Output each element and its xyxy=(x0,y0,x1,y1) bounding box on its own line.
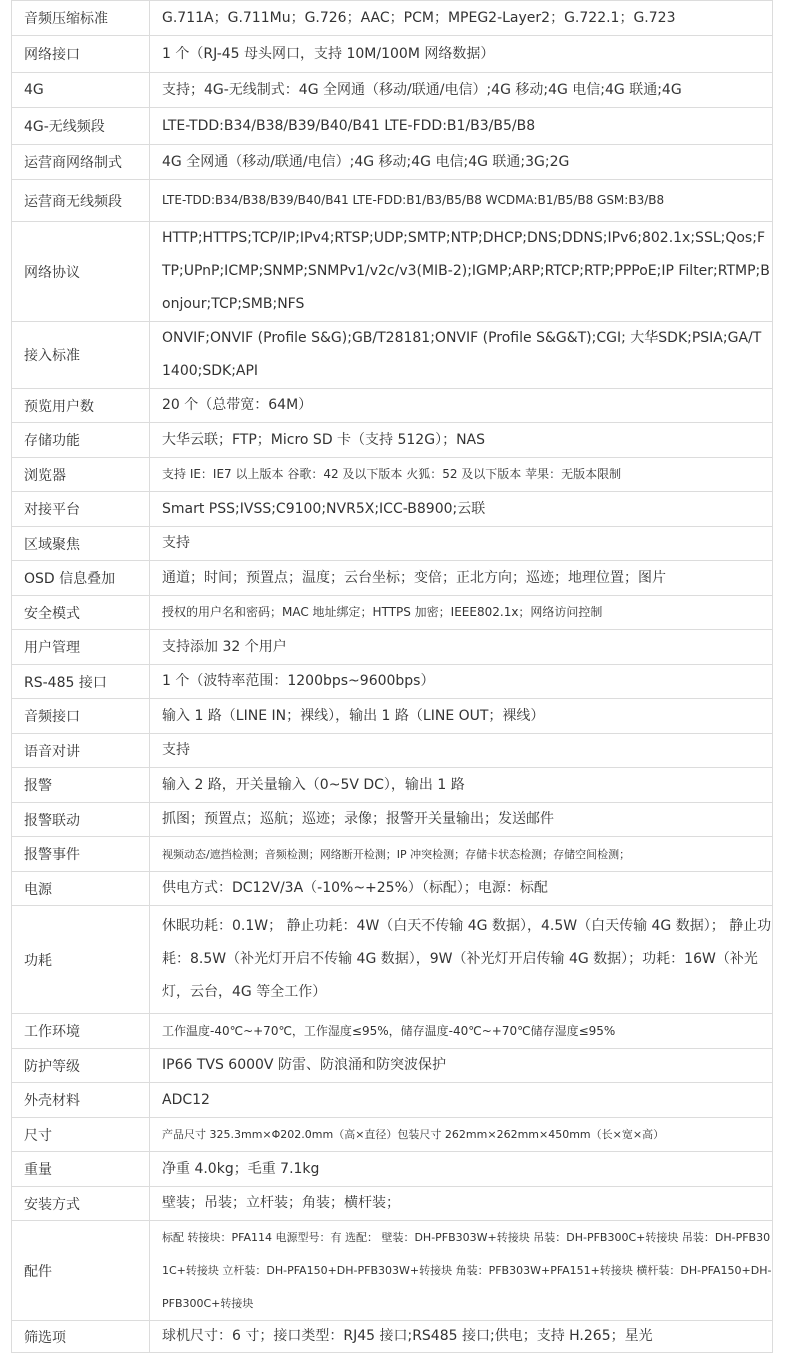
table-row xyxy=(12,1049,773,1083)
table-row xyxy=(12,596,773,630)
row-key: 音频压缩标准 xyxy=(12,1,150,36)
row-value: HTTP;HTTPS;TCP/IP;IPv4;RTSP;UDP;SMTP;NTP;DHCP;DNS;DDNS;IPv6;802.1x;SSL;Qos;FTP;UPnP;ICMP;SNMP;SNMPv1/v2c/v3(MIB-2);IGMP;ARP;RTCP;RTP;PPPoE;IP Filter;RTMP;Bonjour;TCP;SMB;NFS xyxy=(150,222,773,322)
row-key: 防护等级 xyxy=(12,1049,150,1083)
row-value: 供电方式：DC12V/3A（-10%~+25%）（标配）；电源：标配 xyxy=(150,872,773,906)
table-row xyxy=(12,389,773,423)
table-row xyxy=(12,837,773,872)
table-row xyxy=(12,1118,773,1152)
row-value: 净重 4.0kg；毛重 7.1kg xyxy=(150,1152,773,1187)
row-key: 运营商网络制式 xyxy=(12,145,150,180)
row-key: 功耗 xyxy=(12,906,150,1014)
row-value: 4G 全网通（移动/联通/电信）;4G 移动;4G 电信;4G 联通;3G;2G xyxy=(150,145,773,180)
row-value: 支持添加 32 个用户 xyxy=(150,630,773,665)
row-key: OSD 信息叠加 xyxy=(12,561,150,596)
table-row xyxy=(12,906,773,1014)
table-row xyxy=(12,1083,773,1118)
table-row xyxy=(12,36,773,73)
row-key: 尺寸 xyxy=(12,1118,150,1152)
table-row xyxy=(12,492,773,527)
row-value: 支持 xyxy=(150,734,773,768)
row-value: 工作温度-40℃~+70℃，工作湿度≤95%，储存温度-40℃~+70℃储存湿度≤95% xyxy=(150,1014,773,1049)
table-row xyxy=(12,73,773,108)
table-row xyxy=(12,1321,773,1353)
row-key: 4G xyxy=(12,73,150,108)
row-key: 报警 xyxy=(12,768,150,803)
row-value: 标配 转接块：PFA114 电源型号：有 选配： 壁装：DH-PFB303W+转接块 吊装：DH-PFB300C+转接块 吊装：DH-PFB301C+转接块 立杆装：DH-PFA150+DH-PFB303W+转接块 角装：PFB303W+PFA151+转接块 横杆装：DH-PFA150+DH-PFB300C+转接块 xyxy=(150,1221,773,1321)
row-key: 存储功能 xyxy=(12,423,150,458)
row-value: G.711A；G.711Mu；G.726；AAC；PCM；MPEG2-Layer2；G.722.1；G.723 xyxy=(150,1,773,36)
row-key: 安装方式 xyxy=(12,1187,150,1221)
row-value: 1 个（波特率范围：1200bps~9600bps） xyxy=(150,665,773,699)
row-value: 休眠功耗：0.1W； 静止功耗：4W（白天不传输 4G 数据），4.5W（白天传输 4G 数据）； 静止功耗：8.5W（补光灯开启不传输 4G 数据），9W（补光灯开启传输 4G 数据）；功耗：16W（补光灯，云台，4G 等全工作） xyxy=(150,906,773,1014)
row-key: 网络协议 xyxy=(12,222,150,322)
row-key: 电源 xyxy=(12,872,150,906)
row-value: LTE-TDD:B34/B38/B39/B40/B41 LTE-FDD:B1/B3/B5/B8 xyxy=(150,108,773,145)
table-row xyxy=(12,423,773,458)
row-key: 音频接口 xyxy=(12,699,150,734)
table-row xyxy=(12,108,773,145)
table-row xyxy=(12,734,773,768)
table-row xyxy=(12,222,773,322)
table-row xyxy=(12,145,773,180)
row-value: 大华云联；FTP；Micro SD 卡（支持 512G）；NAS xyxy=(150,423,773,458)
row-key: 报警事件 xyxy=(12,837,150,872)
row-key: 外壳材料 xyxy=(12,1083,150,1118)
row-value: ADC12 xyxy=(150,1083,773,1118)
table-row xyxy=(12,322,773,389)
table-row xyxy=(12,803,773,837)
row-key: 预览用户数 xyxy=(12,389,150,423)
row-key: 运营商无线频段 xyxy=(12,180,150,222)
row-value: 1 个（RJ-45 母头网口，支持 10M/100M 网络数据） xyxy=(150,36,773,73)
row-value: 输入 2 路，开关量输入（0~5V DC），输出 1 路 xyxy=(150,768,773,803)
row-key: RS-485 接口 xyxy=(12,665,150,699)
row-value: Smart PSS;IVSS;C9100;NVR5X;ICC-B8900;云联 xyxy=(150,492,773,527)
row-value: 支持 xyxy=(150,527,773,561)
row-value: 产品尺寸 325.3mm×Φ202.0mm（高×直径）包装尺寸 262mm×262mm×450mm（长×宽×高） xyxy=(150,1118,773,1152)
spec-table xyxy=(11,0,773,1353)
table-row xyxy=(12,872,773,906)
table-row xyxy=(12,1152,773,1187)
row-key: 重量 xyxy=(12,1152,150,1187)
row-key: 用户管理 xyxy=(12,630,150,665)
table-row xyxy=(12,561,773,596)
row-key: 对接平台 xyxy=(12,492,150,527)
table-row xyxy=(12,1221,773,1321)
row-key: 网络接口 xyxy=(12,36,150,73)
row-key: 配件 xyxy=(12,1221,150,1321)
row-value: 输入 1 路（LINE IN；裸线），输出 1 路（LINE OUT；裸线） xyxy=(150,699,773,734)
table-row xyxy=(12,1014,773,1049)
row-key: 筛选项 xyxy=(12,1321,150,1353)
row-key: 接入标准 xyxy=(12,322,150,389)
table-row xyxy=(12,768,773,803)
row-key: 4G-无线频段 xyxy=(12,108,150,145)
row-value: 视频动态/遮挡检测；音频检测；网络断开检测；IP 冲突检测；存储卡状态检测；存储空间检测； xyxy=(150,837,773,872)
table-row xyxy=(12,665,773,699)
table-row xyxy=(12,458,773,492)
row-value: 通道；时间；预置点；温度；云台坐标；变倍；正北方向；巡迹；地理位置；图片 xyxy=(150,561,773,596)
row-value: 支持 IE：IE7 以上版本 谷歌：42 及以下版本 火狐：52 及以下版本 苹果：无版本限制 xyxy=(150,458,773,492)
row-key: 区域聚焦 xyxy=(12,527,150,561)
table-row xyxy=(12,527,773,561)
row-value: 抓图；预置点；巡航；巡迹；录像；报警开关量输出；发送邮件 xyxy=(150,803,773,837)
row-value: IP66 TVS 6000V 防雷、防浪涌和防突波保护 xyxy=(150,1049,773,1083)
row-key: 安全模式 xyxy=(12,596,150,630)
row-key: 报警联动 xyxy=(12,803,150,837)
table-row xyxy=(12,1,773,36)
table-row xyxy=(12,630,773,665)
table-row xyxy=(12,180,773,222)
table-row xyxy=(12,1187,773,1221)
row-value: 支持；4G-无线制式：4G 全网通（移动/联通/电信）;4G 移动;4G 电信;4G 联通;4G xyxy=(150,73,773,108)
row-value: 壁装；吊装；立杆装；角装；横杆装； xyxy=(150,1187,773,1221)
row-key: 工作环境 xyxy=(12,1014,150,1049)
row-key: 浏览器 xyxy=(12,458,150,492)
row-value: 授权的用户名和密码；MAC 地址绑定；HTTPS 加密；IEEE802.1x；网络访问控制 xyxy=(150,596,773,630)
row-value: 球机尺寸：6 寸；接口类型：RJ45 接口;RS485 接口;供电；支持 H.265；星光 xyxy=(150,1321,773,1353)
row-value: LTE-TDD:B34/B38/B39/B40/B41 LTE-FDD:B1/B3/B5/B8 WCDMA:B1/B5/B8 GSM:B3/B8 xyxy=(150,180,773,222)
table-row xyxy=(12,699,773,734)
row-value: 20 个（总带宽：64M） xyxy=(150,389,773,423)
row-value: ONVIF;ONVIF (Profile S&G);GB/T28181;ONVIF (Profile S&G&T);CGI; 大华SDK;PSIA;GA/T 1400;SDK;API xyxy=(150,322,773,389)
row-key: 语音对讲 xyxy=(12,734,150,768)
